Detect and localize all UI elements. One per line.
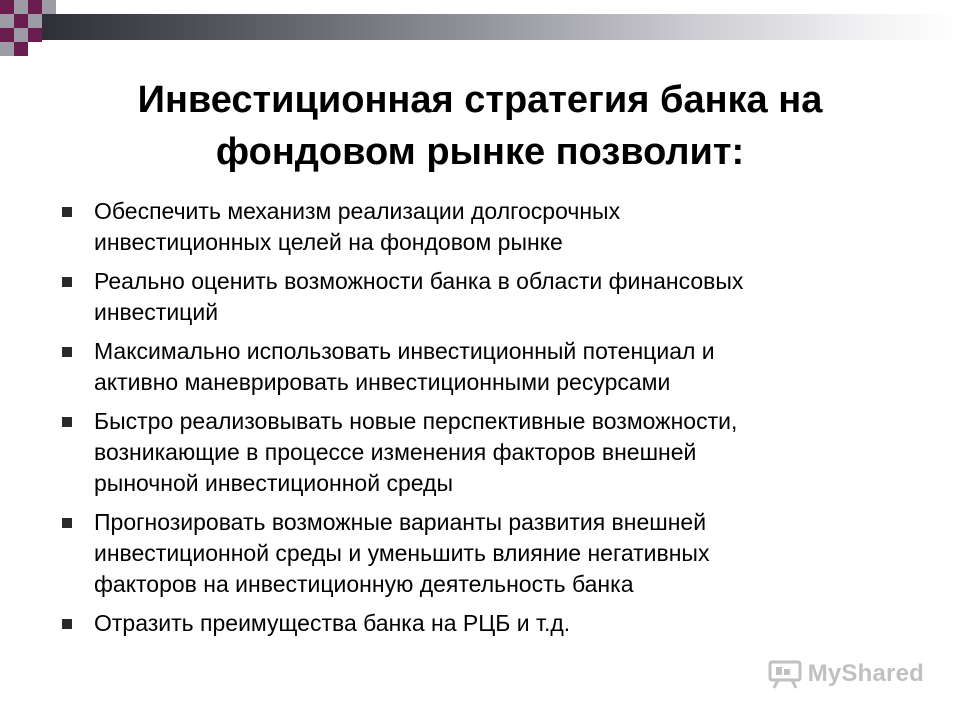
- corner-square-gray: [14, 28, 28, 42]
- corner-square-gray: [14, 0, 28, 14]
- corner-square-gray: [42, 0, 56, 14]
- bullet-line: возникающие в процессе изменения факторов внешней: [94, 439, 697, 465]
- square-bullet-icon: [62, 277, 72, 287]
- corner-square-dark: [28, 28, 42, 42]
- bullet-line: инвестиций: [94, 299, 219, 325]
- bullet-line: инвестиционной среды и уменьшить влияние негативных: [94, 540, 710, 566]
- bullet-item: [56, 266, 876, 328]
- square-bullet-icon: [62, 518, 72, 528]
- bullet-text: [94, 336, 876, 398]
- presentation-board-icon: [768, 659, 802, 689]
- corner-square-dark: [14, 42, 28, 56]
- watermark-text: MyShared: [807, 660, 924, 687]
- bullet-line: Максимально использовать инвестиционный потенциал и: [94, 338, 715, 364]
- title-line: Инвестиционная стратегия банка на: [137, 79, 823, 121]
- corner-square-dark: [0, 28, 14, 42]
- slide-title: [0, 74, 960, 178]
- corner-square-dark: [0, 0, 14, 14]
- bullet-text: [94, 406, 876, 499]
- square-bullet-icon: [62, 417, 72, 427]
- bullet-text: [94, 196, 876, 258]
- bullet-item: [56, 196, 876, 258]
- square-bullet-icon: [62, 207, 72, 217]
- bullet-line: Быстро реализовывать новые перспективные возможности,: [94, 408, 738, 434]
- title-line: фондовом рынке позволит:: [215, 131, 745, 173]
- corner-square-dark: [28, 0, 42, 14]
- bullet-item: [56, 406, 876, 499]
- square-bullet-icon: [62, 347, 72, 357]
- bullet-line: Обеспечить механизм реализации долгосрочных: [94, 198, 621, 224]
- bullet-text: [94, 608, 876, 639]
- square-bullet-icon: [62, 619, 72, 629]
- myshared-watermark[interactable]: [768, 657, 924, 691]
- corner-square-gray: [0, 14, 14, 28]
- bullet-line: инвестиционных целей на фондовом рынке: [94, 229, 563, 255]
- bullet-line: рыночной инвестиционной среды: [94, 470, 453, 496]
- bullet-list: [56, 196, 876, 647]
- header-gradient-bar: [40, 14, 960, 40]
- bullet-line: Отразить преимущества банка на РЦБ и т.д.: [94, 610, 571, 636]
- bullet-line: Реально оценить возможности банка в области финансовых: [94, 268, 744, 294]
- bullet-line: факторов на инвестиционную деятельность банка: [94, 571, 634, 597]
- bullet-text: [94, 266, 876, 328]
- bullet-item: [56, 507, 876, 600]
- corner-square-dark: [14, 14, 28, 28]
- bullet-item: [56, 336, 876, 398]
- bullet-text: [94, 507, 876, 600]
- bullet-line: активно маневрировать инвестиционными ресурсами: [94, 369, 671, 395]
- bullet-item: [56, 608, 876, 639]
- corner-square-gray: [0, 42, 14, 56]
- corner-square-gray: [28, 14, 42, 28]
- bullet-line: Прогнозировать возможные варианты развития внешней: [94, 509, 707, 535]
